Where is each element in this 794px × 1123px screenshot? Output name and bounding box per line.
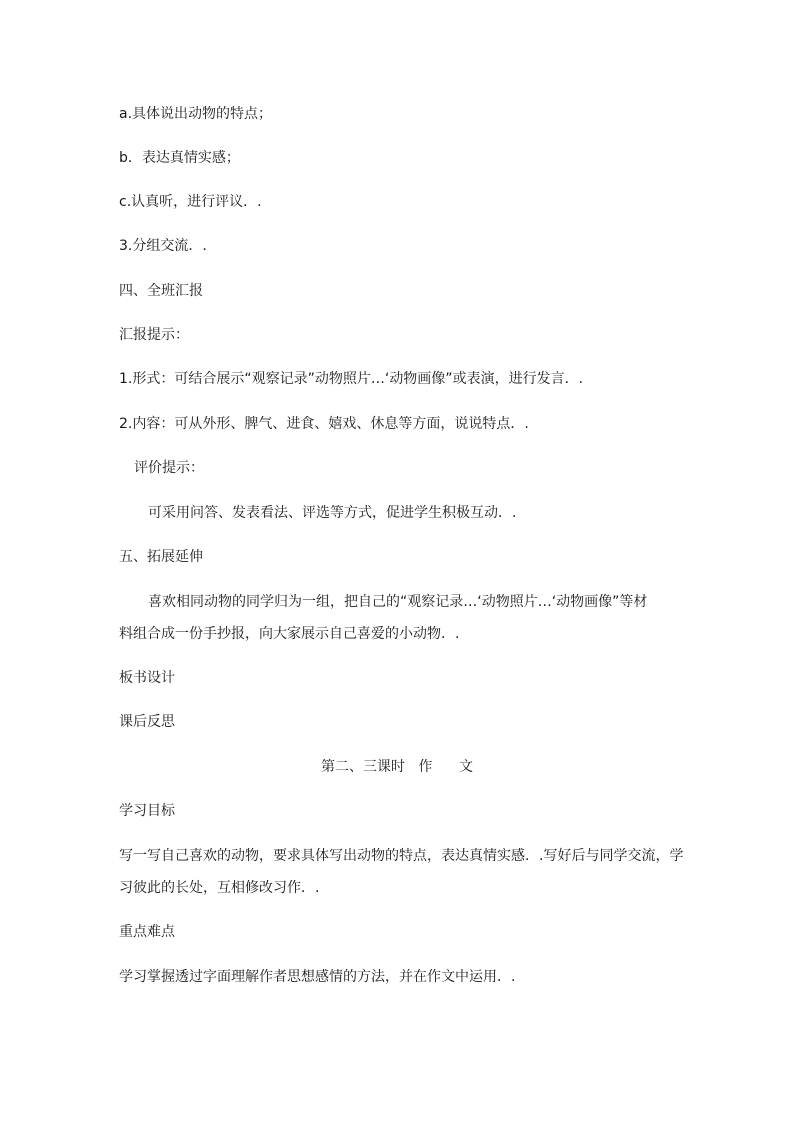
key-difficulties-heading: 重点难点	[119, 924, 175, 940]
learning-goals-heading: 学习目标	[119, 803, 175, 819]
item-b-express-feelings: b．表达真情实感；	[119, 150, 240, 166]
blackboard-design-heading: 板书设计	[119, 670, 175, 686]
key-difficulties-text: 学习掌握透过字面理解作者思想感情的方法，并在作文中运用．.	[119, 969, 516, 985]
item-3-group-exchange: 3.分组交流．.	[119, 238, 207, 254]
item-a-describe-features: a.具体说出动物的特点；	[119, 106, 273, 122]
lesson-title: 第二、三课时 作 文	[320, 759, 474, 775]
post-class-reflection-heading: 课后反思	[119, 714, 175, 730]
learning-goals-line-1: 写一写自己喜欢的动物，要求具体写出动物的特点，表达真情实感．.写好后与同学交流，学	[119, 848, 684, 864]
report-tips-label: 汇报提示：	[119, 327, 189, 343]
extension-paragraph-line-1: 喜欢相同动物的同学归为一组，把自己的“观察记录…‘动物照片…‘动物画像”等材	[148, 594, 648, 610]
evaluation-tip-text: 可采用问答、发表看法、评选等方式，促进学生积极互动．.	[148, 505, 517, 521]
extension-paragraph-line-2: 料组合成一份手抄报，向大家展示自己喜爱的小动物．.	[119, 626, 460, 642]
item-c-listen-evaluate: c.认真听，进行评议．.	[119, 194, 262, 210]
section-heading-extension: 五、拓展延伸	[119, 549, 203, 565]
section-heading-class-report: 四、全班汇报	[119, 283, 203, 299]
evaluation-tips-label: 评价提示：	[134, 460, 204, 476]
report-tip-form: 1.形式：可结合展示“观察记录”动物照片…‘动物画像”或表演，进行发言．.	[119, 371, 584, 387]
report-tip-content: 2.内容：可从外形、脾气、进食、嬉戏、休息等方面，说说特点．.	[119, 416, 529, 432]
learning-goals-line-2: 习彼此的长处，互相修改习作．.	[119, 880, 320, 896]
